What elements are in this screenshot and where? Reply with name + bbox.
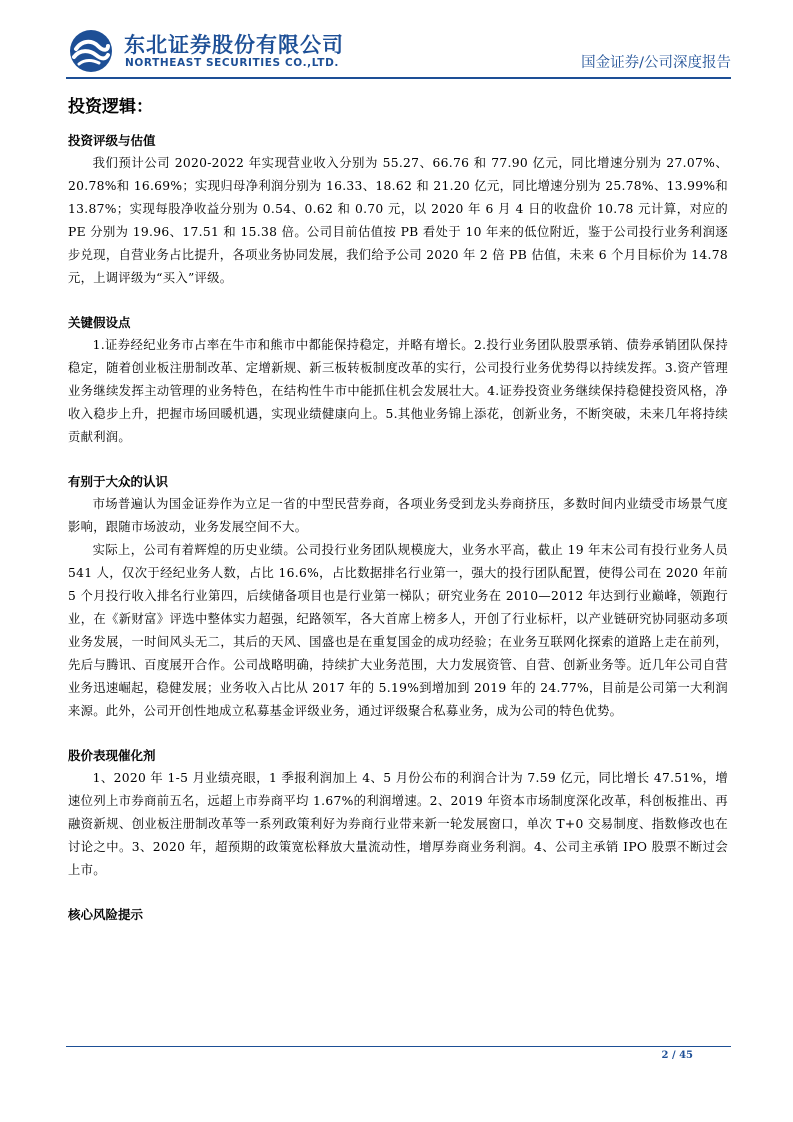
footer-divider: [66, 1046, 731, 1047]
page-number: 2 / 45: [661, 1050, 693, 1061]
rating-paragraph: 我们预计公司 2020-2022 年实现营业收入分别为 55.27、66.76 和 77.90 亿元，同比增速分别为 27.07%、20.78%和 16.69%；实现归母净利润分别为 16.33、18.62 和 21.20 亿元，同比增速分别为 25.78%、13.99%和 13.87%；实现每股净收益分别为 0.54、0.62 和 0.70 元，以 2020 年 6 月 4 日的收盘价 10.78 元计算，对应的 PE 分别为 19.96、17.51 和 15.38 倍。公司目前估值按 PB 看处于 10 年来的低位附近，鉴于公司投行业务利润逐步兑现，自营业务占比提升，各项业务协同发展，我们给予公司 2020 年 2 倍 PB 估值，未来 6 个月目标价为 14.78 元，上调评级为“买入”评级。: [68, 156, 728, 285]
page-title: 投资逻辑：: [68, 97, 153, 117]
section-heading-assumptions: 关键假设点: [68, 315, 131, 330]
section-heading-risks: 核心风险提示: [68, 907, 144, 922]
catalysts-paragraph: 1、2020 年 1-5 月业绩亮眼，1 季报利润加上 4、5 月份公布的利润合计为 7.59 亿元，同比增长 47.51%，增速位列上市券商前五名，远超上市券商平均 1.67%的利润增速。2、2019 年资本市场制度深化改革，科创板推出、再融资新规、创业板注册制改革等一系列政策利好为券商行业带来新一轮发展窗口，单次 T+0 交易制度、指数修改也在讨论之中。3、2020 年，超预期的政策宽松释放大量流动性，增厚券商业务利润。4、公司主承销 IPO 股票不断过会上市。: [68, 771, 728, 877]
company-name-cn: 东北证券股份有限公司: [124, 33, 344, 57]
section-heading-differences: 有别于大众的认识: [68, 474, 169, 489]
report-tag: 国金证券/公司深度报告: [581, 55, 731, 71]
differences-paragraph-1: 市场普遍认为国金证券作为立足一省的中型民营券商，各项业务受到龙头券商挤压，多数时间内业绩受市场景气度影响，跟随市场波动，业务发展空间不大。: [68, 497, 728, 534]
section-heading-catalysts: 股价表现催化剂: [68, 748, 156, 763]
page-header: [0, 0, 793, 80]
section-heading-rating: 投资评级与估值: [68, 133, 156, 148]
differences-paragraph-2: 实际上，公司有着辉煌的历史业绩。公司投行业务团队规模庞大，业务水平高，截止 19 年末公司有投行业务人员 541 人，仅次于经纪业务人数，占比 16.6%，占比数据排名行业第一，强大的投行团队配置，使得公司在 2020 年前 5 个月投行收入排名行业第四，后续储备项目也是行业第一梯队；研究业务在 2010—2012 年达到行业巅峰，领跑行业，在《新财富》评选中整体实力超强，纪路领军，各大首席上榜多人，开创了行业标杆，以产业链研究协同驱动多项业务发展，一时间风头无二，其后的天风、国盛也是在重复国金的成功经验；在业务互联网化探索的道路上走在前列，先后与腾讯、百度展开合作。公司战略明确，持续扩大业务范围，大力发展资管、自营、创新业务等。近几年公司自营业务迅速崛起，稳健发展；业务收入占比从 2017 年的 5.19%到增加到 2019 年的 24.77%，目前是公司第一大利润来源。此外，公司开创性地成立私募基金评级业务，通过评级聚合私募业务，成为公司的特色优势。: [68, 543, 728, 718]
header-divider: [66, 77, 731, 79]
assumptions-paragraph: 1.证券经纪业务市占率在牛市和熊市中都能保持稳定，并略有增长。2.投行业务团队股票承销、债券承销团队保持稳定，随着创业板注册制改革、定增新规、新三板转板制度改革的实行，公司投行业务优势得以持续发挥。3.资产管理业务继续发挥主动管理的业务特色，在结构性牛市中能抓住机会发展壮大。4.证券投资业务继续保持稳健投资风格，净收入稳步上升，把握市场回暖机遇，实现业绩健康向上。5.其他业务锦上添花，创新业务，不断突破，未来几年将持续贡献利润。: [68, 338, 728, 444]
northeast-securities-logo-icon: [68, 28, 114, 74]
company-name-en: NORTHEAST SECURITIES CO.,LTD.: [125, 57, 339, 69]
report-body: [68, 96, 728, 926]
